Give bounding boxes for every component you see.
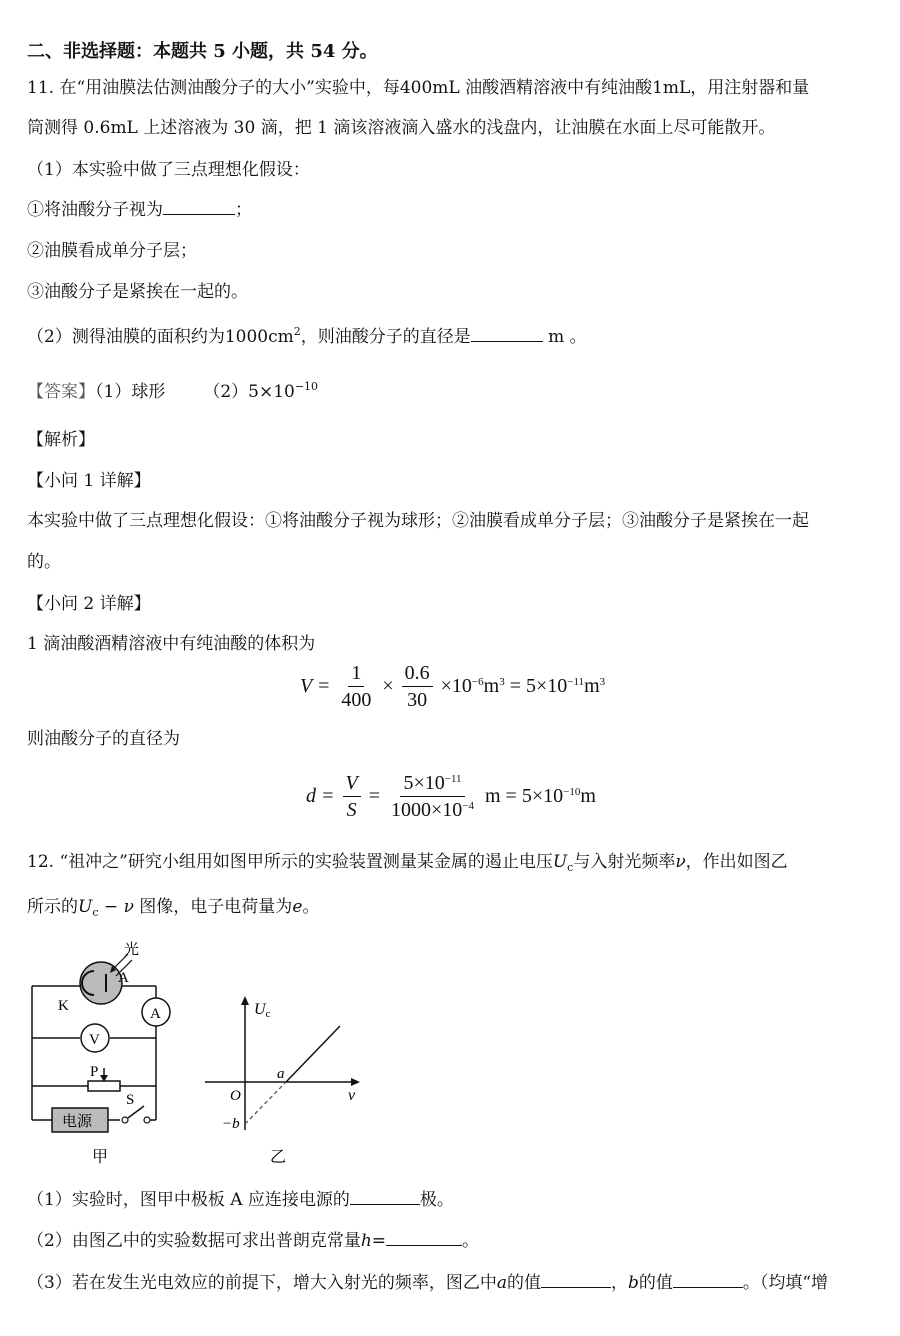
circuit-diagram [20, 940, 200, 1170]
answer-blank [386, 1229, 462, 1246]
section-heading: 二、非选择题：本题共 5 小题，共 54 分。 [27, 41, 378, 62]
label-slider-p: P [90, 1064, 99, 1080]
q11-assumption-2: ②油膜看成单分子层； [27, 241, 197, 261]
q12-part2: （2）由图乙中的实验数据可求出普朗克常量h= 。 [27, 1231, 480, 1251]
label-y-axis: Uc [254, 1001, 271, 1020]
answer-blank [163, 198, 235, 215]
sub1-line2: 的。 [27, 552, 61, 572]
q11-part1: （1）本实验中做了三点理想化假设： [27, 160, 310, 180]
part2-mid: ，则油酸分子的直径是 [300, 327, 471, 347]
q12-part3: （3）若在发生光电效应的前提下，增大入射光的频率，图乙中a的值 ，b的值 。（均填“增 [27, 1273, 829, 1293]
sub1-tag: 【小问 1 详解】 [27, 471, 151, 491]
q11-stem-line2: 筒测得 0.6mL 上述溶液为 30 滴，把 1 滴该溶液滴入盛水的浅盘内，让油膜在水面上尽可能散开。 [27, 118, 776, 138]
extrapolation-dashed-line [245, 1082, 286, 1124]
label-switch-s: S [126, 1092, 135, 1108]
fraction-06-30: $\frac{0.6}{30}$ [402, 662, 433, 711]
label-x-axis: ν [348, 1087, 356, 1104]
label-light: 光 [124, 942, 140, 958]
answer-blank [541, 1271, 611, 1288]
formula2-eq: = [368, 785, 380, 807]
part2-text: （2）测得油膜的面积约为1000cm [27, 327, 294, 347]
label-voltmeter: V [89, 1032, 100, 1048]
fraction-1-400: $\frac{1}{400}$ [341, 662, 372, 711]
q11-answer [27, 380, 318, 404]
assumption-1-end: ； [235, 200, 252, 220]
answer-1: （1）球形 [95, 382, 166, 402]
answer-2-sup: −10 [294, 380, 319, 393]
fraction-numeric: $\frac{5\times 10^{-11}}{1000\times 10^{-4}}$ [391, 772, 474, 821]
answer-2: （2）5×10 [203, 382, 295, 402]
q12-stem-line1: 12. “祖冲之”研究小组用如图甲所示的实验装置测量某金属的遏止电压$U_c$与入射光频率ν，作出如图乙 [27, 852, 788, 874]
q12-stem-line2: 所示的$U_c - \nu$ 图像，电子电荷量为e。 [27, 897, 320, 919]
sub2-tag: 【小问 2 详解】 [27, 594, 151, 614]
q12-part1: （1）实验时，图甲中极板 A 应连接电源的 极。 [27, 1190, 454, 1210]
formula-diameter [306, 772, 596, 821]
uc-nu-graph [200, 990, 370, 1170]
label-origin: O [230, 1088, 241, 1104]
answer-blank [471, 325, 543, 342]
label-plate-a: A [118, 970, 129, 986]
answer-tag: 【答案】 [27, 382, 95, 402]
label-power: 电源 [62, 1114, 93, 1130]
formula2-lhs: d = [306, 785, 335, 807]
assumption-1-text: ①将油酸分子视为 [27, 200, 163, 220]
formula-volume [300, 662, 605, 711]
rheostat [88, 1081, 120, 1091]
q11-assumption-3: ③油酸分子是紧挨在一起的。 [27, 282, 248, 302]
formula2-result: $m = 5\times 10^{-10}m$ [485, 785, 596, 807]
label-ammeter: A [150, 1006, 161, 1022]
formula1-mid: $\times 10^{-6}m^3 = 5\times 10^{-11}m^3$ [440, 675, 606, 697]
q11-assumption-1 [27, 198, 252, 222]
q11-part2 [27, 325, 587, 349]
part2-sup: 2 [293, 325, 301, 338]
times-sign: × [382, 675, 394, 697]
answer-blank [673, 1271, 743, 1288]
analysis-tag: 【解析】 [27, 430, 95, 450]
caption-yi: 乙 [270, 1149, 287, 1166]
label-intercept-b: −b [222, 1116, 240, 1132]
formula1-lhs: V = [300, 675, 331, 697]
q11-stem-line1: 11. 在“用油膜法估测油酸分子的大小”实验中，每400mL 油酸酒精溶液中有纯油酸1mL，用注射器和量 [27, 78, 810, 98]
sub2-line1: 1 滴油酸酒精溶液中有纯油酸的体积为 [27, 634, 316, 654]
part2-unit: m 。 [542, 327, 587, 347]
label-plate-k: K [58, 998, 69, 1014]
caption-jia: 甲 [92, 1149, 109, 1166]
sub1-line1: 本实验中做了三点理想化假设：①将油酸分子视为球形；②油膜看成单分子层；③油酸分子是紧挨在一起 [27, 511, 809, 531]
label-intercept-a: a [277, 1066, 285, 1082]
answer-blank [350, 1188, 420, 1205]
phototube [80, 962, 122, 1004]
fraction-v-s: $\frac{V}{S}$ [343, 772, 361, 821]
sub2-line2: 则油酸分子的直径为 [27, 729, 180, 749]
